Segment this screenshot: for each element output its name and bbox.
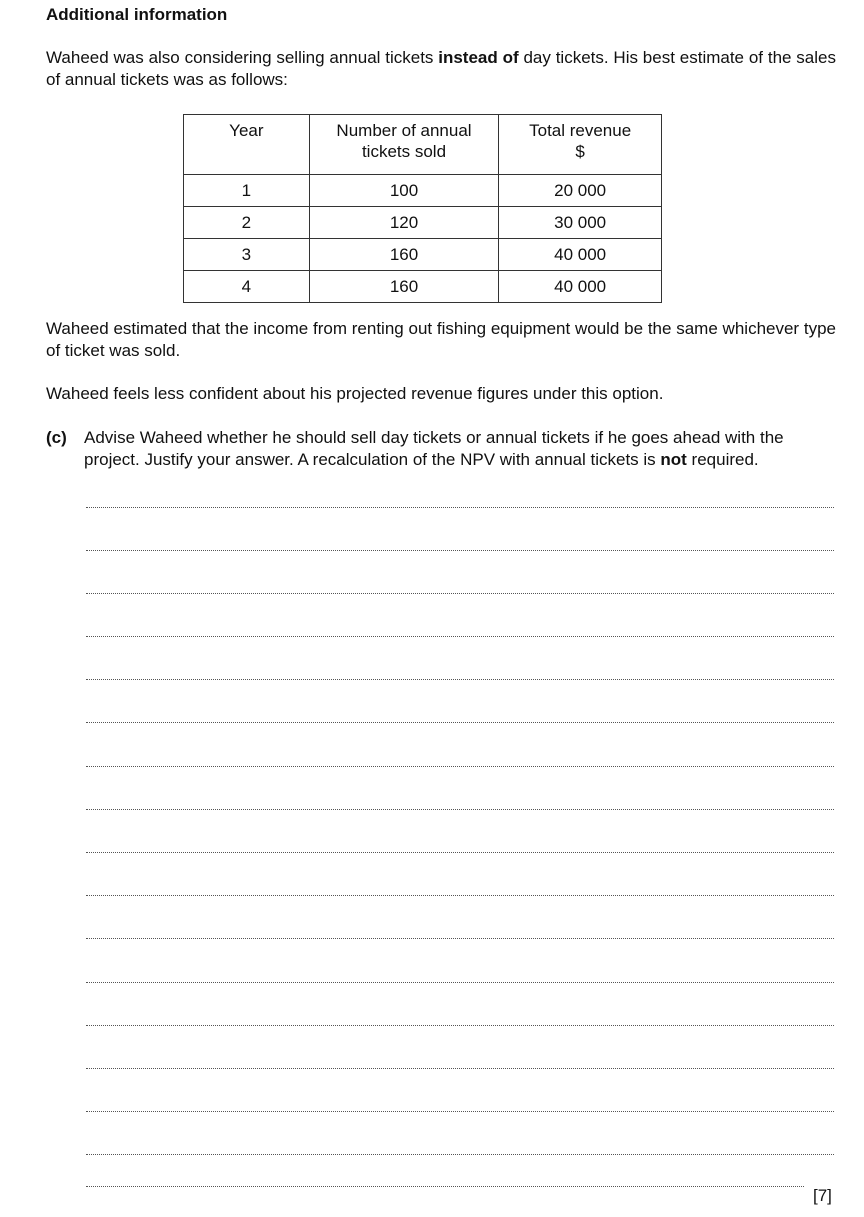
answer-line[interactable] <box>86 766 834 767</box>
answer-line[interactable] <box>86 1068 834 1069</box>
equipment-paragraph: Waheed estimated that the income from renting out fishing equipment would be the same whichever type of ticket was sold. <box>46 319 836 360</box>
annual-ticket-table <box>183 114 662 303</box>
header-year: Year <box>184 115 310 175</box>
cell-year: 1 <box>184 175 310 207</box>
answer-line[interactable] <box>86 550 834 551</box>
cell-year: 4 <box>184 271 310 303</box>
answer-line[interactable] <box>86 809 834 810</box>
cell-revenue: 40 000 <box>499 239 662 271</box>
question-text: Advise Waheed whether he should sell day tickets or annual tickets if he goes ahead with the project. Justify your answer. A recalculation of the NPV with annual tickets is not required. <box>84 428 784 469</box>
cell-tickets: 160 <box>309 271 499 303</box>
answer-line[interactable] <box>86 636 834 637</box>
cell-revenue: 20 000 <box>499 175 662 207</box>
answer-line[interactable] <box>86 1111 834 1112</box>
answer-line[interactable] <box>86 679 834 680</box>
marks-indicator: [7] <box>813 1186 832 1205</box>
answer-line[interactable] <box>86 507 834 508</box>
answer-line[interactable] <box>86 938 834 939</box>
answer-line[interactable] <box>86 852 834 853</box>
cell-revenue: 30 000 <box>499 207 662 239</box>
cell-tickets: 120 <box>309 207 499 239</box>
cell-year: 2 <box>184 207 310 239</box>
intro-text-start: Waheed was also considering selling annual tickets <box>46 48 439 67</box>
cell-year: 3 <box>184 239 310 271</box>
table-row <box>184 175 662 207</box>
intro-paragraph <box>46 47 836 91</box>
confidence-paragraph: Waheed feels less confident about his projected revenue figures under this option. <box>46 384 664 403</box>
header-tickets: Number of annual tickets sold <box>309 115 499 175</box>
table-row <box>184 207 662 239</box>
cell-tickets: 160 <box>309 239 499 271</box>
answer-line[interactable] <box>86 1025 834 1026</box>
table-row <box>184 271 662 303</box>
answer-line[interactable] <box>86 982 834 983</box>
intro-text-bold: instead of <box>438 48 519 67</box>
table-row <box>184 239 662 271</box>
cell-revenue: 40 000 <box>499 271 662 303</box>
answer-line[interactable] <box>86 593 834 594</box>
intro-text-end: day tickets. His best estimate of the sales of annual tickets was as follows: <box>46 48 836 89</box>
answer-line[interactable] <box>86 722 834 723</box>
answer-line-last[interactable] <box>86 1186 804 1187</box>
question-label: (c) <box>46 428 67 447</box>
cell-tickets: 100 <box>309 175 499 207</box>
table-header-row <box>184 115 662 175</box>
answer-line[interactable] <box>86 1154 834 1155</box>
answer-line[interactable] <box>86 895 834 896</box>
header-revenue: Total revenue $ <box>499 115 662 175</box>
section-heading: Additional information <box>46 5 228 24</box>
